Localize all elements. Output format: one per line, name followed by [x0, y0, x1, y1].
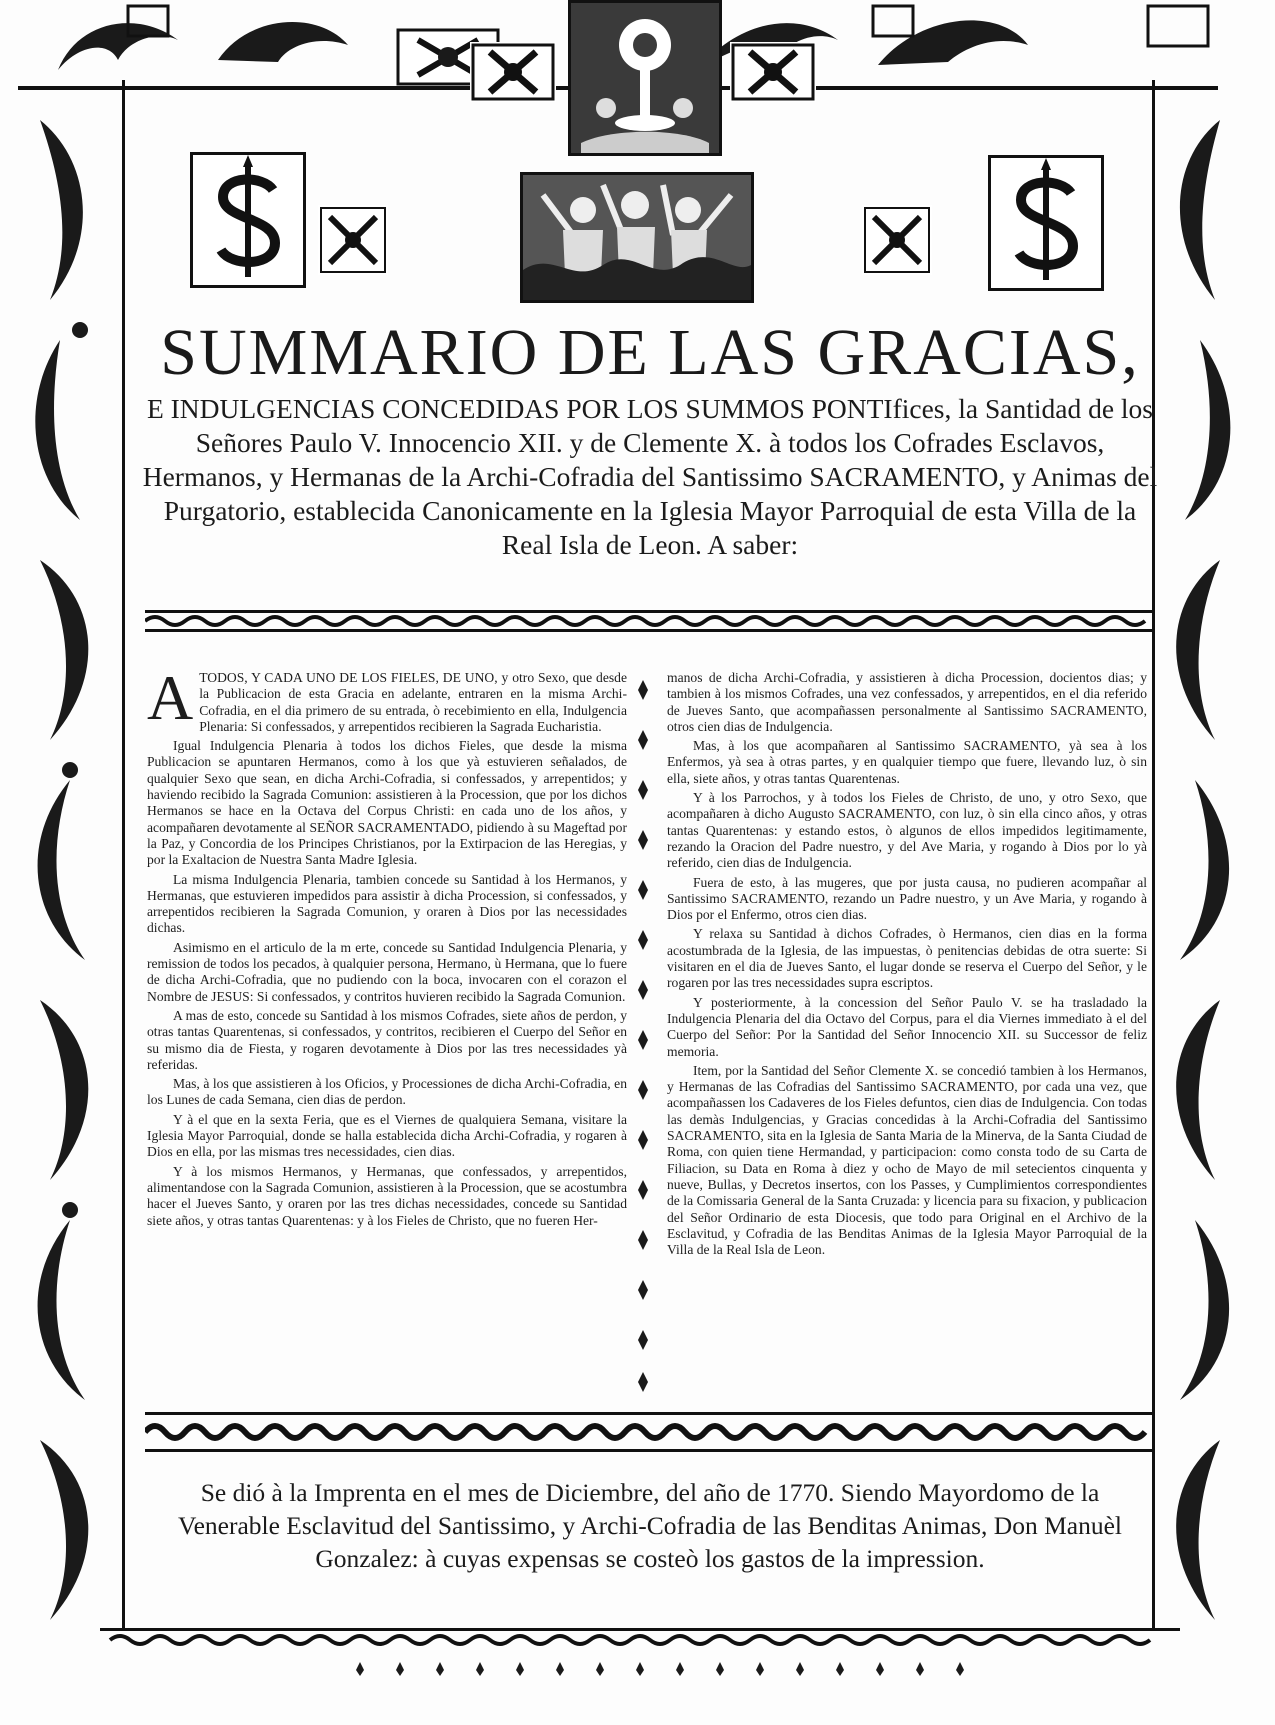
- monstrance-woodcut-icon: [568, 0, 722, 156]
- paragraph: La misma Indulgencia Plenaria, tambien concede su Santidad à los Hermanos, y Hermanas, que estuvieren impedidos para assistir à dicha Procession, si confessados, y arrepentidos recibieren la Sagrada Comunion, y oraren à Dios por las necessidades dichas.: [147, 871, 627, 936]
- document-subtitle: E INDULGENCIAS CONCEDIDAS POR LOS SUMMOS PONTIfices, la Santidad de los Señores Paulo V. Innocencio XII. y de Clemente X. à todos los Cofrades Esclavos, Hermanos, y Hermanas de la Archi-Cofradia del Santissimo SACRAMENTO, y Animas del Purgatorio, establecida Canonicamente en la Iglesia Mayor Parroquial de esta Villa de la Real Isla de Leon. A saber:: [142, 393, 1158, 560]
- right-text-column: [667, 670, 1147, 1261]
- paragraph: Fuera de esto, à las mugeres, que por justa causa, no pudieren acompañar al Santissimo SACRAMENTO, rezando un Padre nuestro, y un Ave Maria, y rogando à Dios por el Enfermo, otros cien dias.: [667, 874, 1147, 923]
- bottom-ornamental-border: [100, 1628, 1180, 1678]
- paragraph: Igual Indulgencia Plenaria à todos los dichos Fieles, que desde la misma Publicacion se apuntaren Hermanos, como à los que yà estuvieren señalados, de qualquier Sexo que sean, en dicha Archi-Cofradia, si confessados, y arrepentidos; y haviendo recibido la Sagrada Comunion: assistieren à la Procession, que por los dichos Hermanos se hace en la Octava del Corpus Christi: en cada uno de los años, y acompañaren devotamente al SEÑOR SACRAMENTADO, pidiendo à su Mageftad por la Paz, y Concordia de los Principes Christianos, por la Extirpacion de las Heregias, y por la Exaltacion de Nuestra Santa Madre Iglesia.: [147, 738, 627, 868]
- imprint-footer: Se dió à la Imprenta en el mes de Diciembre, del año de 1770. Siendo Mayordomo de la Venerable Esclavitud del Santissimo, y Archi-Cofradia de las Benditas Animas, Don Manuèl Gonzalez: à cuyas expensas se costeò los gastos de la impression.: [177, 1478, 1122, 1573]
- left-text-column: [147, 662, 627, 1232]
- quatrefoil-ornament-icon: [862, 205, 932, 275]
- quatrefoil-ornament-icon: [470, 42, 556, 102]
- ornamental-divider: [145, 608, 1155, 634]
- paragraph: Y à los Parrochos, y à todos los Fieles de Christo, de uno, y otro Sexo, que acompañaren à dicho Augusto SACRAMENTO, con luz, ò sin ella cinco años, y otras tantas Quarentenas: y estando estos, ò algunos de ellos impedidos legitimamente, rezando la Oracion del Padre nuestro, y del Ave Maria, y rogando à Dios por lo yà referido, cien dias de Indulgencia.: [667, 790, 1147, 871]
- paragraph: Item, por la Santidad del Señor Clemente X. se concedió tambien à los Hermanos, y Hermanas de las Cofradias del Santissimo SACRAMENTO, por cada una vez, que acompañassen los Cadaveres de los Fieles defuntos, cien dias de Indulgencia. Con todas las demàs Indulgencias, y Gracias concedidas à la Archi-Cofradia del Santissimo SACRAMENTO, sita en la Iglesia de Santa Maria de la Minerva, de la Santa Ciudad de Roma, con quien tiene Hermandad, y participacion: como consta todo de su Carta de Filiacion, su Data en Roma à diez y ocho de Mayo de mil setecientos cinquenta y nueve, Bullas, y Decretos insertos, con los Passes, y Cumplimientos correspondientes de la Comissaria General de la Santa Cruzada: y licencia para su fixacion, y publicacion del Señor Ordinario de esta Diocesis, que todo para Original en el Archivo de la Esclavitud, y Cofradia de las Benditas Animas de la Iglesia Mayor Parroquial de la Villa de la Real Isla de Leon.: [667, 1062, 1147, 1258]
- paragraph: Y à los mismos Hermanos, y Hermanas, que confessados, y arrepentidos, alimentandose con la Sagrada Comunion, assistieren à la Procession, que se acostumbra hacer el Jueves Santo, y oraren por las tres dichas necessidades, concede su Santidad siete años, y otras tantas Quarentenas: y à los Fieles de Christo, que no fueren Her-: [147, 1163, 627, 1228]
- paragraph: Y posteriormente, à la concession del Señor Paulo V. se ha trasladado la Indulgencia Plenaria del dia Octavo del Corpus, para el dia Viernes immediato à el del Cuerpo del Señor: Por la Santidad del Señor Innocencio XII. su Successor de feliz memoria.: [667, 994, 1147, 1059]
- paragraph: Asimismo en el articulo de la m erte, concede su Santidad Indulgencia Plenaria, y remission de todos los pecados, à qualquier persona, Hermano, ù Hermana, que lo fuere de dicha Archi-Cofradia, que no pudiendo con la boca, invocaren con el corazon el Nombre de JESUS: Si confessados, y contritos huvieren recibido la Sagrada Comunion.: [147, 939, 627, 1004]
- document-title: SUMMARIO DE LAS GRACIAS,: [160, 316, 1140, 389]
- column-separator-fleurons: [628, 672, 658, 1402]
- ornamental-divider: [145, 1410, 1155, 1454]
- quatrefoil-ornament-icon: [730, 42, 816, 102]
- paragraph: A mas de esto, concede su Santidad à los mismos Cofrades, siete años de perdon, y otras tantas Quarentenas, si confessados, y contritos, recibieren el Cuerpo del Señor en su mismo dia de Fiesta, y rogaren devotamente à Dios por las tres necessidades yà referidas.: [147, 1007, 627, 1072]
- left-ornamental-border: [10, 80, 145, 1640]
- paragraph: Mas, à los que assistieren à los Oficios, y Processiones de dicha Archi-Cofradia, en los Lunes de cada Semana, cien dias de perdon.: [147, 1076, 627, 1108]
- drop-cap: A: [147, 662, 194, 733]
- paragraph: manos de dicha Archi-Cofradia, y assistieren à dicha Procession, docientos dias; y tambien à los mismos Cofrades, una vez confessados, y arrepentidos, en el dia referido de Jueves Santo, que acompañassen personalmente al Santissimo SACRAMENTO, otros cien dias de Indulgencia.: [667, 670, 1147, 734]
- paragraph: Mas, à los que acompañaren al Santissimo SACRAMENTO, yà sea à los Enfermos, yà sea à otras partes, y en qualquier tiempo que fuere, llevando luz, ò sin ella, siete años, y otras tantas Quarentenas.: [667, 738, 1147, 786]
- paragraph: Y à el que en la sexta Feria, que es el Viernes de qualquiera Semana, visitare la Iglesia Mayor Parroquial, donde se halla establecida dicha Archi-Cofradia, y rogaren à Dios en ella, por las mismas tres necessidades, cien dias.: [147, 1111, 627, 1160]
- purgatory-souls-woodcut-icon: [520, 172, 754, 303]
- paragraph: ATODOS, Y CADA UNO DE LOS FIELES, DE UNO, y otro Sexo, que desde la Publicacion de esta Gracia en adelante, entraren en la misma Archi-Cofradia, en el dia primero de su entrada, ò recebimiento en ella, Indulgencia Plenaria: Si confessados, y arrepentidos recibieren la Sagrada Eucharistia.: [147, 662, 627, 734]
- right-ornamental-border: [1150, 80, 1265, 1640]
- quatrefoil-ornament-icon: [318, 205, 388, 275]
- paragraph: Y relaxa su Santidad à dichos Cofrades, ò Hermanos, cien dias en la forma acostumbrada de la Iglesia, de las impuestas, ò penitencias debidas de otra suerte: Si visitaren en el dia de Jueves Santo, el lugar donde se reserva el Cuerpo del Señor, y le rogaren por las tres necessidades supra escriptos.: [667, 926, 1147, 991]
- dollar-sign-emblem-icon: [988, 155, 1104, 291]
- dollar-sign-emblem-icon: [190, 152, 306, 288]
